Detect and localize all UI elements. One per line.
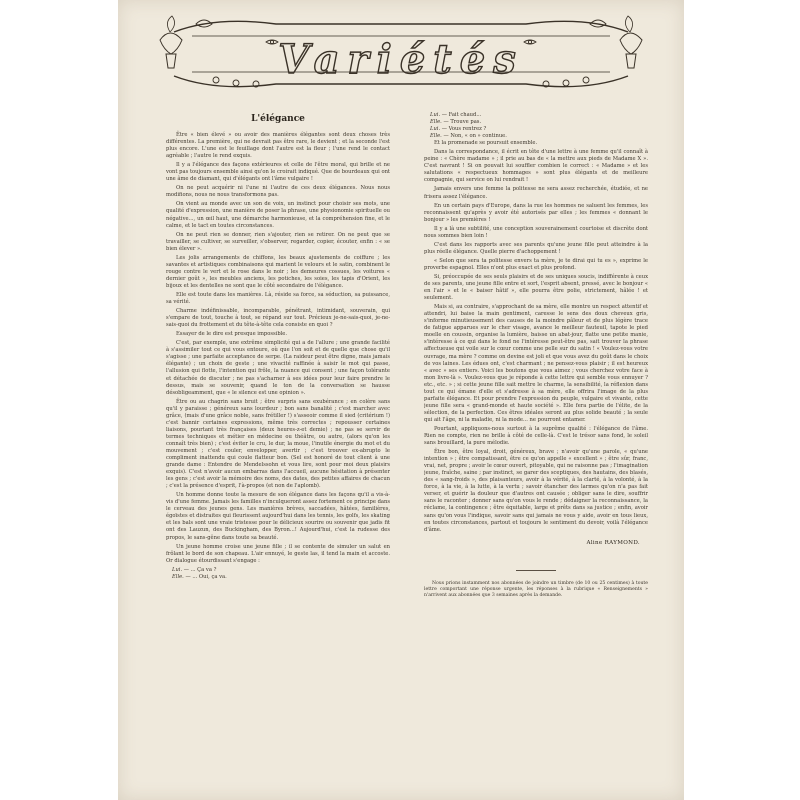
speaker: Elle.	[430, 133, 444, 140]
right-dialog	[424, 112, 648, 140]
section-title: Variétés	[278, 36, 524, 83]
paragraph: Il y a l'élégance des façons extérieures et celle de l'être moral, qui brille et ne vont pas toujours ensemble ainsi qu'on le croirait indiqué. Que de bourdeaux qui ont une âme de diamant, qui d'élégants ont l'âme vulgaire !	[166, 162, 390, 183]
left-column	[166, 112, 390, 752]
right-paragraphs	[424, 140, 648, 533]
article-title: L'élégance	[251, 114, 305, 124]
paragraph: On vient au monde avec un son de voix, un instinct pour choisir ses mots, une qualité d'expression, une manière de poser la phrase, une physionomie spirituelle ou négative..., un œil haut, une démarche harmonieuse, et la compréhension fine, et le calme, et le tact en toutes circonstances.	[166, 201, 390, 229]
paragraph: Charme indéfinissable, incomparable, pénétrant, intimidant, souverain, qui s'empare de tout, touche à tout, se répand sur tout. Précieux je-ne-sais-quoi, je-ne-sais-quoi du frottement et du tête-à-tête cela consiste en quoi ?	[166, 308, 390, 329]
author-signature: Aline RAYMOND.	[586, 539, 640, 546]
paragraph: Elle est toute dans les manières. Là, réside sa force, sa séduction, sa puissance, sa vérité.	[166, 291, 390, 306]
left-paragraphs	[166, 132, 390, 565]
dialog-line	[424, 112, 648, 119]
speaker: Elle.	[172, 573, 186, 580]
magazine-page	[118, 0, 684, 800]
dialog-line	[166, 574, 390, 581]
paragraph: Il y a là une subtilité, une conception souverainement courtoise et discrète dont nous sommes bien loin !	[424, 225, 648, 239]
dialog-line	[424, 119, 648, 126]
speaker: Elle.	[430, 119, 444, 126]
dialog-text: — Vous rentrez ?	[441, 126, 487, 133]
paragraph: On ne peut acquérir ni l'une ni l'autre de ces deux élégances. Nous nous modifions, nous ne nous transformons pas.	[166, 185, 390, 199]
dialog-text: — Fait chaud...	[441, 112, 482, 118]
paragraph: C'est dans les rapports avec ses parents qu'une jeune fille peut atteindre à la plus réelle élégance. Quelle pierre d'achoppement !	[424, 241, 648, 255]
paragraph: Si, préoccupée de ses seuls plaisirs et de ses uniques soucis, indifférente à ceux de ses parents, une jeune fille entre et sort, l'esprit absent, pressé, avec le bonjour « en l'air » et le « baiser hâtif », elle pourra être polie, strictement, hâlée ! et seulement.	[424, 273, 648, 302]
right-column	[424, 112, 648, 752]
header-banner	[156, 10, 646, 96]
paragraph: C'est, par exemple, une extrême simplicité qui a de l'allure ; une grande facilité à s'assimiler tout ce qui vous entoure, où que l'on soit et de quelle que chose qu'il s'agisse ; une parfaite acceptance de serpe. (La raideur peut être digne, mais jamais élégante) ; un choix de geste ; une vivacité raffinée à saisir le mot qui passe, l'allusion qui flotte, l'intention qui frôle, la nuance qui consent ; une façon tolérante et détachée de discuter ; ne pas s'acharner à ses idées pour leur faire prendre le dessus, mais se souvenir, quand le ton de la conversation se hausse désobligeamment, que « le silence est une opinion ».	[166, 340, 390, 396]
divider	[516, 570, 556, 571]
editorial-note: Nous prions instamment nos abonnées de joindre un timbre (de 10 ou 25 centimes) à toute lettre comportant une réponse urgente, les réponses à la rubrique « Renseignements » n'arrivent aux abonnées que 3 semaines après la demande.	[424, 580, 648, 599]
paragraph: Être « bien élevé » ou avoir des manières élégantes sont deux choses très différentes. La première, qui ne devrait pas être rare, le devient ; et la seconde l'est plus encore. L'une est le feuillage dont l'autre est la fleur ; l'une rend le contact agréable ; l'autre le rend exquis.	[166, 132, 390, 160]
paragraph: Essayer de le dire est presque impossible.	[176, 331, 288, 338]
paragraph: Mais si, au contraire, s'approchant de sa mère, elle montre un respect attentif et attendri, lui baise la main gentiment, caresse le sens des doux cheveux gris, s'informe minutieusement des causes de la moindre pâleur et de plus légère trace de fatigue apparues sur le cher visage, avance le meilleur fauteuil, tapote le pied moelle en coussin, organise la lumière, baisse un abat-jour, flatte une petite manie, s'intéresse à ce qui dans le fond ne l'intéresse peut-être pas, sait trouver la phrase affectueuse qui voile sur le cœur comme une pelle sur du satin ! « Voulez-vous votre ouvrage, ma mère ? comme on devine est joli et que vous avez du goût dans le choix de vos laines. Les édues ont, c'est charmant ; ne pensez-vous plaisir ; il est heureux « avec » ses entiers. Voici les boutons que vous aimez ; vous cherchez votre face à mon livre-là ». Voulez-vous que je réponde à cette lettre qui semble vous ennuyer ? etc., etc. » ; si cette jeune fille sait mettre le charme, la sensibilité, la réflexion dans tout ce qui émane d'elle et s'adresse à sa mère, elle offrira l'image de la plus parfaite élégance. Et pour prendre l'expression du peuple, vulgaire et vivante, cette jeune fille sera « grand-monde et haute société ». Elle fera partie de l'élite, de la sélection, de la perfection. Ces êtres idéales seront au plus solide beauté ; la seule qui ait l'âge, ni la maladie, ni la mode... ne pourront entamer.	[424, 304, 648, 423]
paragraph: Un jeune homme croise une jeune fille ; il se contente de simuler un salut en frôlant le bord de son chapeau. L'air ennuyé, le geste las, il tend la main et accoste. Or dialogue étourdissant s'engage :	[166, 543, 390, 564]
paragraph: Les jolis arrangements de chiffons, les beaux ajustements de coiffure ; les savantes et artistiques combinaisons qui marient le velours et le satin, combinent le rouge contre le vert et le rose dans le noir ; les demeures cossues, les voitures « dernier goût », les meubles anciens, les potiches, les soies, les tapis d'Orient, les bijoux et les dentelles ne sont que le côté secondaire de l'élégance.	[166, 254, 390, 289]
dialog-line	[424, 133, 648, 140]
paragraph: Dans la correspondance, il écrit en tête d'une lettre à une femme qu'il connaît à peine : « Chère madame » ; il prie au bas de « la mettre aux pieds de Madame X ». C'est navrant ! Si on pouvait lui souffler combien le correct : « Madame » et les salutations « respectueux hommages » sont plus élégants et de meilleure compagnie, qui service on lui rendrait !	[424, 149, 648, 184]
dialog-text: — Non, « on » continue.	[443, 133, 507, 140]
paragraph: Un homme donne toute la mesure de son élégance dans les façons qu'il a vis-à-vis d'une femme. Jamais les familles n'inculqueront assez fortement ce principe dans le cerveau des jeunes gens. Les manières brèves, saccadées, hâtées, familières, égoïstes et distraites qui fleurissent aujourd'hui dans les tennis, les golfs, les skating et les bals sont une vraie tristesse pour le délicieux sourire ou souvenir que jadis fit ont des Lauzun, des Buckingham, des Byron...! Aujourd'hui, c'est la rudesse des propos, le sans-gêne dans toute sa beauté.	[166, 492, 390, 541]
speaker: Lui.	[430, 126, 442, 133]
paragraph: On ne peut rien se donner, rien s'ajouter, rien se retirer. On ne peut que se travailler, se cultiver, se surveiller, s'observer, regarder, copier, écouter, enfin : « se bien élever ».	[166, 231, 390, 252]
dialog-text: — ... Oui, ça va.	[185, 573, 227, 580]
paragraph: Être bon, être loyal, droit, généreux, brave ; n'avoir qu'une parole, « qu'une intention » ; être compatissant, être ce qu'on appelle « excellent » ; être sûr, franc, vrai, net, propre ; avoir le cœur ouvert, pitoyable, qui ne raisonne pas ; l'imagination jeune, fraîche, saine ; par instinct, se garer des sceptiques, des hautains, des blasés, des « sang-froids », des plaisanteurs, avoir à la vérité, à la clarté, à la volonté, à la force, à la vie, à la lutte, à la vertu ; savoir étancher des larmes qu'on n'a pas fait verser, et guérir la douleur que d'autres ont causée ; obliger sans le dire, souffrir sans le raconter ; donner sans qu'on vous le rende ; dédaigner la reconnaissance, la réclame, la contingence ; être équitable, large et prêts dans sa justice ; enfin, avoir sans qu'on vous l'indique, savoir sans qui jamais ne vous y aide, avoir en tous lieux, en toutes circonstances, partout et toujours le sentiment du devoir, voilà l'élégance d'âme.	[424, 449, 648, 533]
paragraph: Et la promenade se poursuit ensemble.	[434, 140, 538, 147]
dialog-text: — Trouve pas.	[443, 119, 482, 126]
paragraph: Pourtant, appliquons-nous surtout à la suprême qualité : l'élégance de l'âme. Rien ne compte, rien ne brille à côté de celle-là. C'est le trésor sans fond, le soleil sans brouillard, la pure mélodie.	[424, 425, 648, 447]
paragraph: Être ou au chagrin sans bruit ; être surpris sans exubérance ; en colère sans qu'il y paraisse ; généreux sans lourdeur ; bon sans banalité ; c'est marcher avec grâce, (mais d'une grâce noble, sans frétiller !) s'asseoir comme il sied (critérium !) c'est bannir certaines expressions, même très correctes ; repousser certaines liaisons, pourtant très françaises (deux heures-z-et demie) ; ne pas se servir de termes techniques et métier en médecine ou théâtre, ou autre, (alors qu'on les connaît très bien) ; c'est éviter le cru, le dur, la moue, l'inutile énergie du mot et du mouvement ; c'est couler, envelopper, avertir ; c'est trouver ex-abrupto le compliment inattendu qui coule flatteur bon. (Sel est honoré de tout client à une grande dame : Entendre de Mendelssohn et vous lire, sont pour moi deux plaisirs exquis). C'est n'avoir aucun embarras dans l'accueil, aucune hésitation à présenter les gens ; c'est avoir la mémoire des noms, des dates, des petites affaires de chacun ; c'est la présence d'esprit, l'à-propos (et non de l'aplomb).	[166, 398, 390, 490]
dialog-line	[166, 567, 390, 574]
paragraph: « Selon que sera ta politesse envers ta mère, je te dirai qui tu es », exprime le proverbe espagnol. Elles n'ont plus exact et plus profond.	[424, 257, 648, 271]
article-columns	[166, 112, 654, 752]
dialog-line	[424, 126, 648, 133]
paragraph: Jamais envers une femme la politesse ne sera assez recherchée, étudiée, et ne frisera assez l'élégance.	[424, 186, 648, 200]
dialog-text: — ... Ça va ?	[183, 566, 217, 573]
paragraph: En un certain pays d'Europe, dans la rue les hommes ne saluent les femmes, les reconnaissent qu'après y avoir été autorisés par elles ; les femmes « donnant le bonjour » les premières !	[424, 202, 648, 223]
speaker: Lui.	[430, 112, 442, 118]
left-dialog	[166, 567, 390, 581]
speaker: Lui.	[172, 566, 184, 573]
